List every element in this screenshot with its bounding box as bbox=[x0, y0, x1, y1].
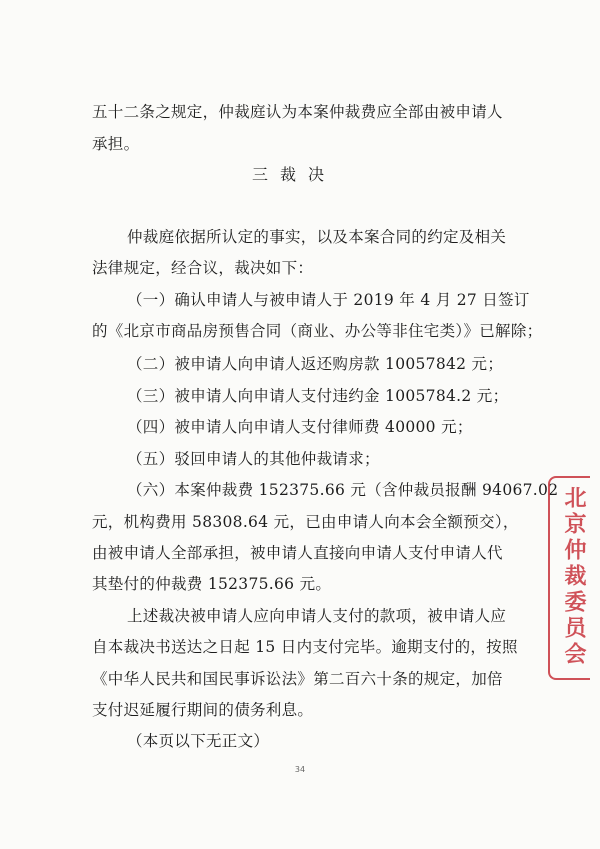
ruling-item: （一）确认申请人与被申请人于 2019 年 4 月 27 日签订 bbox=[127, 291, 530, 309]
ruling-item: 元，机构费用 58308.64 元，已由申请人向本会全额预交）， bbox=[92, 513, 519, 531]
page-number: 34 bbox=[294, 765, 306, 774]
ruling-item: （六）本案仲裁费 152375.66 元（含仲裁员报酬 94067.02 bbox=[127, 481, 559, 499]
section-heading: 三裁决 bbox=[252, 165, 337, 184]
ruling-item: 由被申请人全部承担，被申请人直接向申请人支付申请人代 bbox=[92, 544, 503, 562]
ruling-item: （三）被申请人向申请人支付违约金 1005784.2 元； bbox=[127, 387, 509, 405]
ruling-item: （二）被申请人向申请人返还购房款 10057842 元； bbox=[127, 355, 504, 373]
body-line: 承担。 bbox=[92, 135, 140, 153]
body-line: 自本裁决书送达之日起 15 日内支付完毕。逾期支付的，按照 bbox=[92, 638, 518, 656]
body-line: 上述裁决被申请人应向申请人支付的款项，被申请人应 bbox=[127, 607, 507, 625]
seal-stamp bbox=[548, 476, 590, 680]
body-line: 《中华人民共和国民事诉讼法》第二百六十条的规定，加倍 bbox=[92, 670, 503, 688]
ruling-item: 其垫付的仲裁费 152375.66 元。 bbox=[92, 575, 332, 593]
body-line: 支付迟延履行期间的债务利息。 bbox=[92, 701, 314, 719]
body-line: 五十二条之规定，仲裁庭认为本案仲裁费应全部由被申请人 bbox=[92, 103, 503, 121]
ruling-item: （四）被申请人向申请人支付律师费 40000 元； bbox=[127, 418, 473, 436]
body-line: 仲裁庭依据所认定的事实，以及本案合同的约定及相关 bbox=[127, 228, 507, 246]
ruling-item: 的《北京市商品房预售合同（商业、办公等非住宅类）》已解除； bbox=[92, 322, 543, 340]
seal-text: 北京仲裁委员会 bbox=[561, 486, 586, 668]
ruling-item: （五）驳回申请人的其他仲裁请求； bbox=[127, 450, 380, 468]
body-line: 法律规定，经合议，裁决如下： bbox=[92, 259, 314, 277]
end-note: （本页以下无正文） bbox=[127, 732, 270, 750]
